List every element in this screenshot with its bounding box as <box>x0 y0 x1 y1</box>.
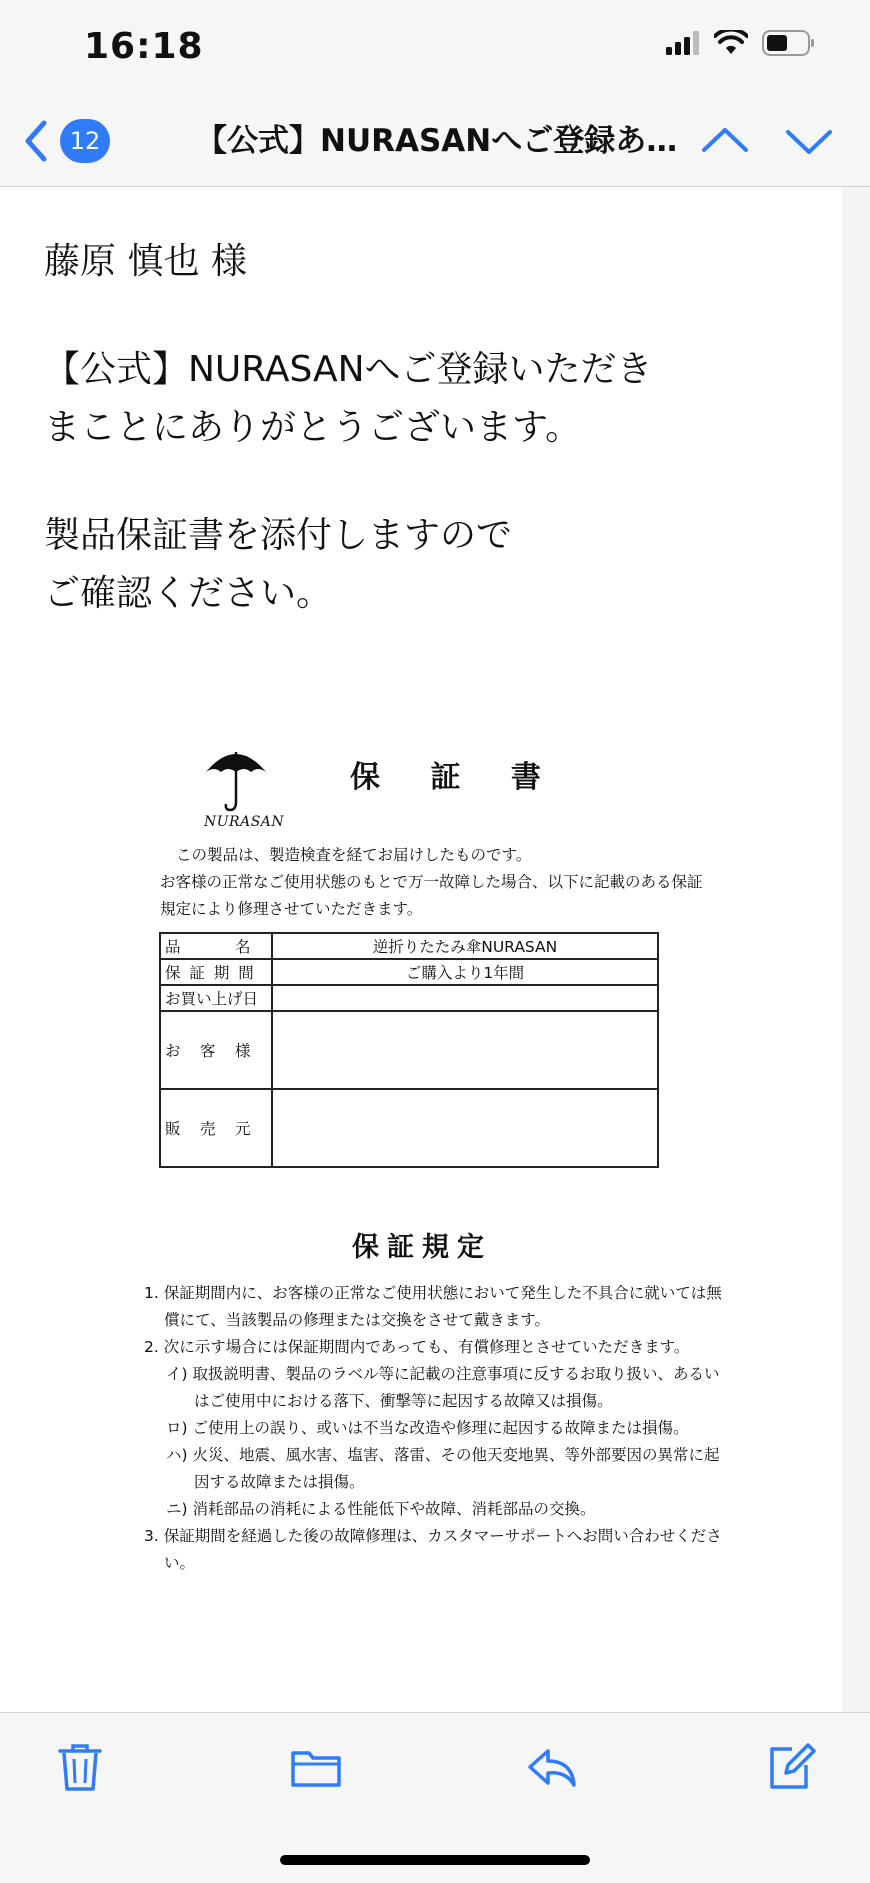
table-row <box>160 959 658 985</box>
previous-message-chevron-up-icon[interactable] <box>700 116 750 166</box>
email-paragraph-2-line-2: ご確認ください。 <box>44 573 333 614</box>
row-label: お買い上げ日 <box>160 985 272 1011</box>
status-icons <box>666 30 816 56</box>
warranty-certificate-image[interactable] <box>130 742 730 1622</box>
warranty-rules-list <box>144 1280 724 1577</box>
table-row <box>160 985 658 1011</box>
email-paragraph-2 <box>44 507 512 623</box>
row-value <box>272 1011 658 1089</box>
cellular-signal-icon <box>666 31 700 55</box>
warranty-table <box>159 932 659 1168</box>
row-value <box>272 1089 658 1167</box>
rule-item: 2. 次に示す場合には保証期間内であっても、有償修理とさせていただきます。 <box>144 1338 690 1356</box>
rule-item: 1. 保証期間内に、お客様の正常なご使用状態において発生した不具合に就いては無償にて、当該製品の修理または交換をさせて戴きます。 <box>144 1284 722 1329</box>
row-value: 逆折りたたみ傘NURASAN <box>272 933 658 959</box>
reply-icon[interactable] <box>526 1741 578 1793</box>
rule-sub-item: ハ) 火災、地震、風水害、塩害、落雷、その他天変地異、等外部要因の異常に起因する故障または損傷。 <box>166 1446 720 1491</box>
email-paragraph-1-line-2: まことにありがとうございます。 <box>44 407 582 448</box>
chevron-left-icon <box>22 119 48 163</box>
wifi-icon <box>714 30 748 56</box>
rule-sub-item: イ) 取扱説明書、製品のラベル等に記載の注意事項に反するお取り扱い、あるいはご使用中における落下、衝撃等に起因する故障又は損傷。 <box>166 1365 720 1410</box>
battery-icon <box>762 30 816 56</box>
email-paragraph-2-line-1: 製品保証書を添付しますので <box>44 515 513 556</box>
warranty-rules-title: 保証規定 <box>352 1232 492 1263</box>
email-paragraph-1 <box>44 341 653 457</box>
rule-sub-item: ニ) 消耗部品の消耗による性能低下や故障、消耗部品の交換。 <box>166 1500 596 1518</box>
umbrella-logo-icon <box>200 742 272 814</box>
email-paragraph-1-line-1: 【公式】NURASANへご登録いただき <box>44 349 653 390</box>
status-time: 16:18 <box>84 26 204 67</box>
row-label: お 客 様 <box>160 1011 272 1089</box>
row-label: 販 売 元 <box>160 1089 272 1167</box>
email-subject-title: 【公式】NURASANへご登録あ… <box>196 123 678 159</box>
intro-line-3: 規定により修理させていただきます。 <box>160 900 423 918</box>
unread-count-badge: 12 <box>60 119 110 163</box>
content-right-margin <box>842 187 870 1712</box>
logo-wordmark: NURASAN <box>204 814 285 830</box>
trash-icon[interactable] <box>54 1741 106 1793</box>
rule-sub-item: ロ) ご使用上の誤り、或いは不当な改造や修理に起因する故障または損傷。 <box>166 1419 689 1437</box>
intro-line-2: お客様の正常なご使用状態のもとで万一故障した場合、以下に記載のある保証 <box>160 873 703 891</box>
home-indicator[interactable] <box>280 1855 590 1865</box>
status-bar <box>0 0 870 96</box>
intro-line-1: この製品は、製造検査を経てお届けしたものです。 <box>176 846 532 864</box>
certificate-title: 保 証 書 <box>350 760 561 795</box>
folder-icon[interactable] <box>290 1741 342 1793</box>
row-label: 品 名 <box>160 933 272 959</box>
table-row <box>160 1011 658 1089</box>
row-label: 保 証 期 間 <box>160 959 272 985</box>
next-message-chevron-down-icon[interactable] <box>784 116 834 166</box>
compose-icon[interactable] <box>764 1741 816 1793</box>
email-greeting: 藤原 慎也 様 <box>44 241 247 282</box>
table-row <box>160 1089 658 1167</box>
rule-item: 3. 保証期間を経過した後の故障修理は、カスタマーサポートへお問い合わせください。 <box>144 1527 722 1572</box>
row-value <box>272 985 658 1011</box>
row-value: ご購入より1年間 <box>272 959 658 985</box>
certificate-intro <box>160 842 720 923</box>
email-body[interactable] <box>0 187 842 1712</box>
table-row <box>160 933 658 959</box>
nav-bar <box>0 96 870 187</box>
back-button[interactable] <box>22 116 132 166</box>
